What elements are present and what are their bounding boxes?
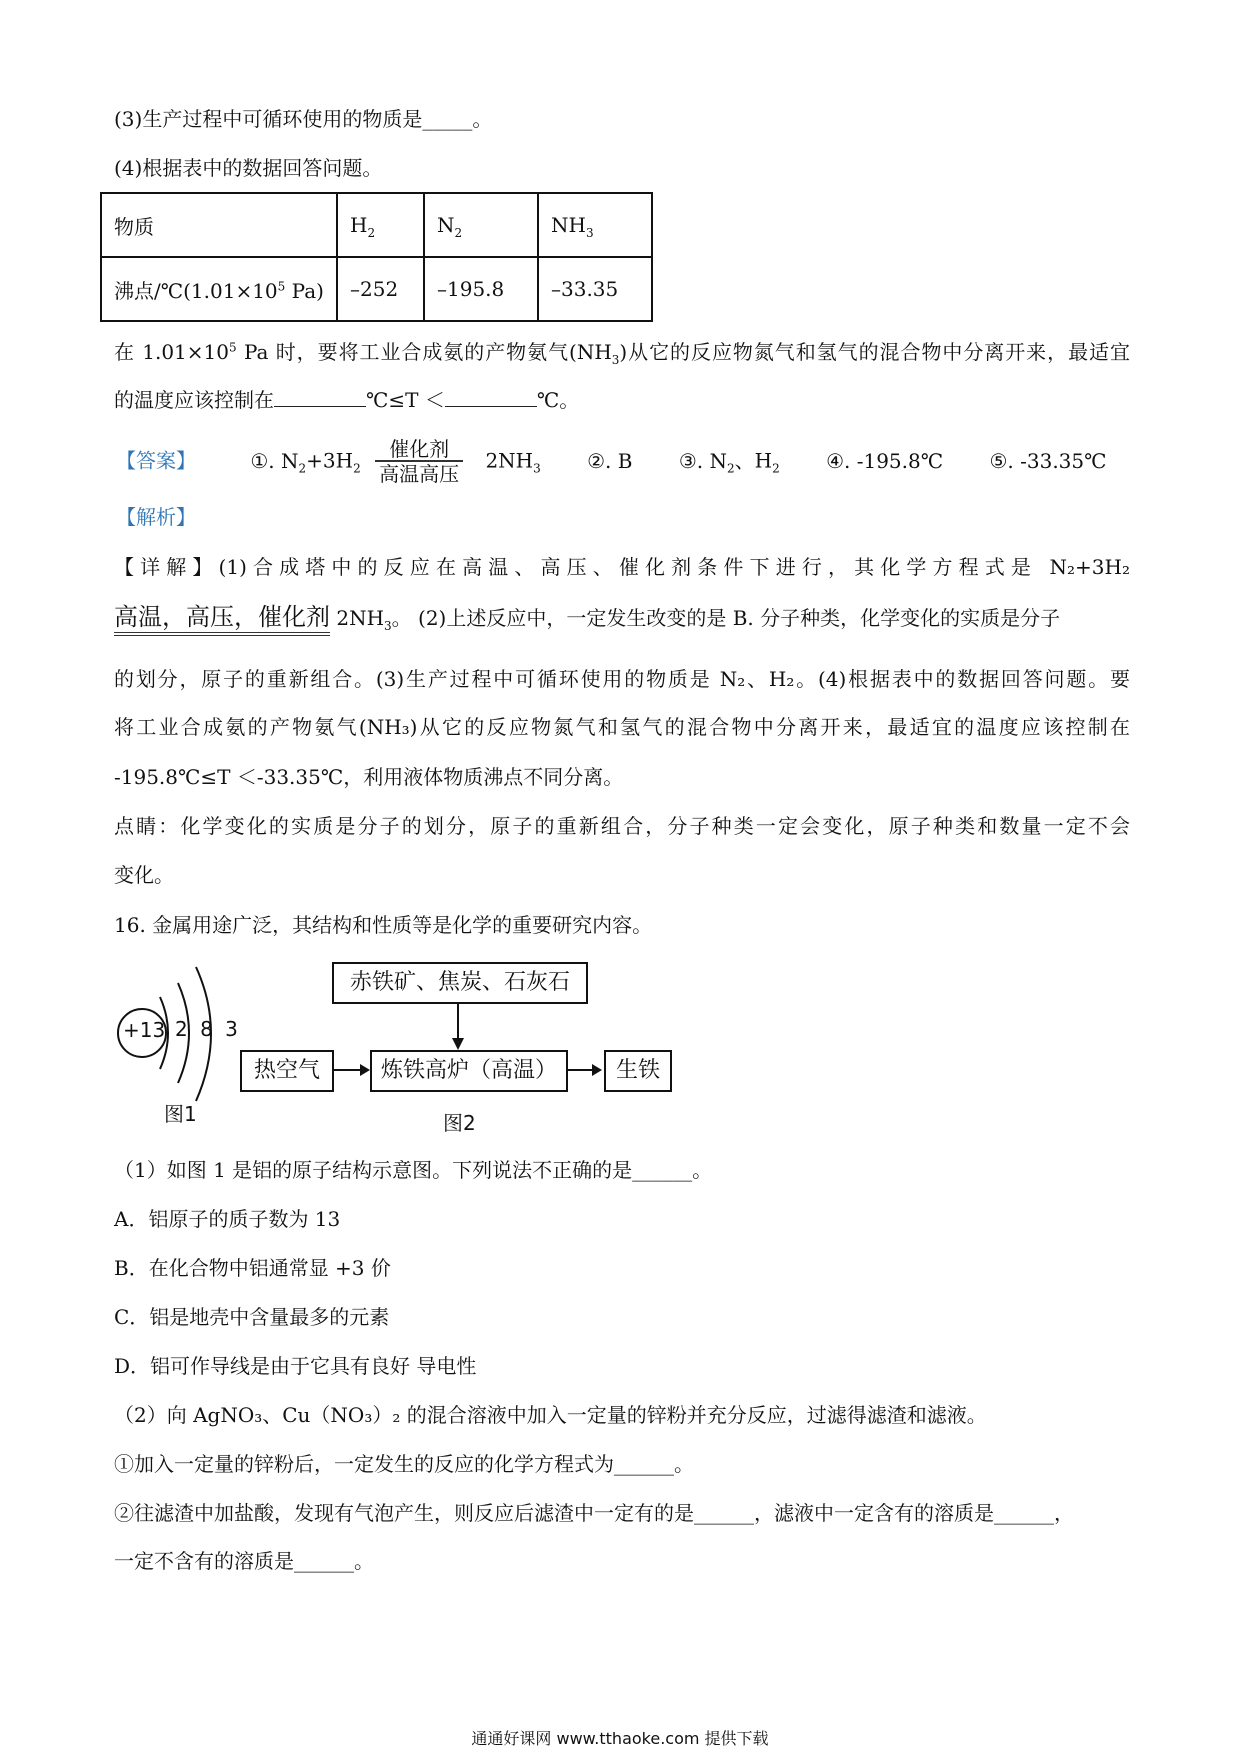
option-c: C．铝是地壳中含量最多的元素 bbox=[114, 1305, 390, 1329]
raw-materials-box: 赤铁矿、焦炭、石灰石 bbox=[332, 962, 588, 1004]
table-cell: –33.35 bbox=[538, 257, 652, 321]
reaction-condition: 高温，高压，催化剂 bbox=[114, 602, 330, 636]
table-cell: –195.8 bbox=[424, 257, 538, 321]
analysis-tag: 【解析】 bbox=[116, 505, 196, 529]
table-cell: 物质 bbox=[101, 193, 337, 257]
detail-line-4: 将工业合成氨的产物氨气(NH₃)从它的反应物氮气和氢气的混合物中分离开来，最适宜的温度应该控制在 bbox=[114, 715, 1130, 739]
option-a: A．铝原子的质子数为 13 bbox=[114, 1207, 341, 1231]
detail-line-2: 高温，高压，催化剂 $2NH_3$。 (2)上述反应中，一定发生改变的是 B. 分子种类，化学变化的实质是分子 bbox=[114, 602, 1060, 636]
answer-line: 【答案】 ①. $N_2+3H_2$ 催化剂 高温高压 $2NH_3$ ②. B ③. $N_2$、$H_2$ ④. -195.8℃ ⑤. -33.35℃ bbox=[116, 437, 1107, 486]
question-4: (4)根据表中的数据回答问题。 bbox=[114, 156, 383, 180]
catalyst-condition: 催化剂 高温高压 bbox=[375, 438, 463, 486]
table-cell: $N_2$ bbox=[424, 193, 538, 257]
option-b: B．在化合物中铝通常显 +3 价 bbox=[114, 1256, 391, 1280]
option-d: D．铝可作导线是由于它具有良好 导电性 bbox=[114, 1354, 477, 1378]
answer-tag: 【答案】 bbox=[116, 448, 196, 473]
question-3: (3)生产过程中可循环使用的物质是_____。 bbox=[114, 107, 493, 131]
pig-iron-box: 生铁 bbox=[604, 1050, 672, 1092]
blast-furnace-box: 炼铁高炉（高温） bbox=[370, 1050, 568, 1092]
temperature-range-line: 的温度应该控制在 ℃≤T ＜ ℃。 bbox=[114, 388, 580, 412]
table-cell: 沸点$/℃(1.01\times 10^5$ Pa) bbox=[101, 257, 337, 321]
tip-line-1: 点睛：化学变化的实质是分子的划分，原子的重新组合，分子种类一定会变化，原子种类和数量一定不会 bbox=[114, 814, 1130, 838]
detail-line-5: -195.8℃≤T ＜-33.35℃，利用液体物质沸点不同分离。 bbox=[114, 765, 624, 789]
sub-question-2-part-2-cont: 一定不含有的溶质是______。 bbox=[114, 1549, 374, 1573]
sub-question-2-part-2: ②往滤渣中加盐酸，发现有气泡产生，则反应后滤渣中一定有的是______，滤液中一定含有的溶质是______， bbox=[114, 1501, 1074, 1525]
figure-2-label: 图2 bbox=[443, 1111, 476, 1135]
electron-shells: 2 8 3 bbox=[175, 1017, 241, 1041]
footer-source: 通通好课网 www.tthaoke.com 提供下载 bbox=[471, 1729, 769, 1748]
figure-1-label: 图1 bbox=[164, 1102, 197, 1126]
table-cell: –252 bbox=[337, 257, 424, 321]
detail-line-3: 的划分，原子的重新组合。(3)生产过程中可循环使用的物质是 N₂、H₂。(4)根据表中的数据回答问题。要 bbox=[114, 667, 1130, 691]
separation-paragraph: 在 $1.01\times 10^5$ Pa 时，要将工业合成氨的产物氨气$(NH_3)$从它的反应物氮气和氢气的混合物中分离开来，最适宜 bbox=[114, 340, 1130, 367]
nucleus-charge: +13 bbox=[123, 1018, 166, 1042]
table-row bbox=[101, 257, 652, 321]
table-cell: $NH_3$ bbox=[538, 193, 652, 257]
detail-line-1: 【详解】(1)合成塔中的反应在高温、高压、催化剂条件下进行，其化学方程式是 N₂+3H₂ bbox=[114, 555, 1130, 579]
table-cell: $H_2$ bbox=[337, 193, 424, 257]
question-16: 16. 金属用途广泛，其结构和性质等是化学的重要研究内容。 bbox=[114, 913, 653, 937]
boiling-point-table bbox=[100, 192, 653, 322]
flow-arrows bbox=[330, 1000, 620, 1080]
hot-air-box: 热空气 bbox=[240, 1050, 334, 1092]
sub-question-2-part-1: ①加入一定量的锌粉后，一定发生的反应的化学方程式为______。 bbox=[114, 1452, 694, 1476]
sub-question-2: （2）向 AgNO₃、Cu（NO₃）₂ 的混合溶液中加入一定量的锌粉并充分反应，过滤得滤渣和滤液。 bbox=[114, 1403, 987, 1427]
tip-line-2: 变化。 bbox=[114, 863, 174, 887]
table-row bbox=[101, 193, 652, 257]
sub-question-1: （1）如图 1 是铝的原子结构示意图。下列说法不正确的是______。 bbox=[114, 1158, 713, 1182]
